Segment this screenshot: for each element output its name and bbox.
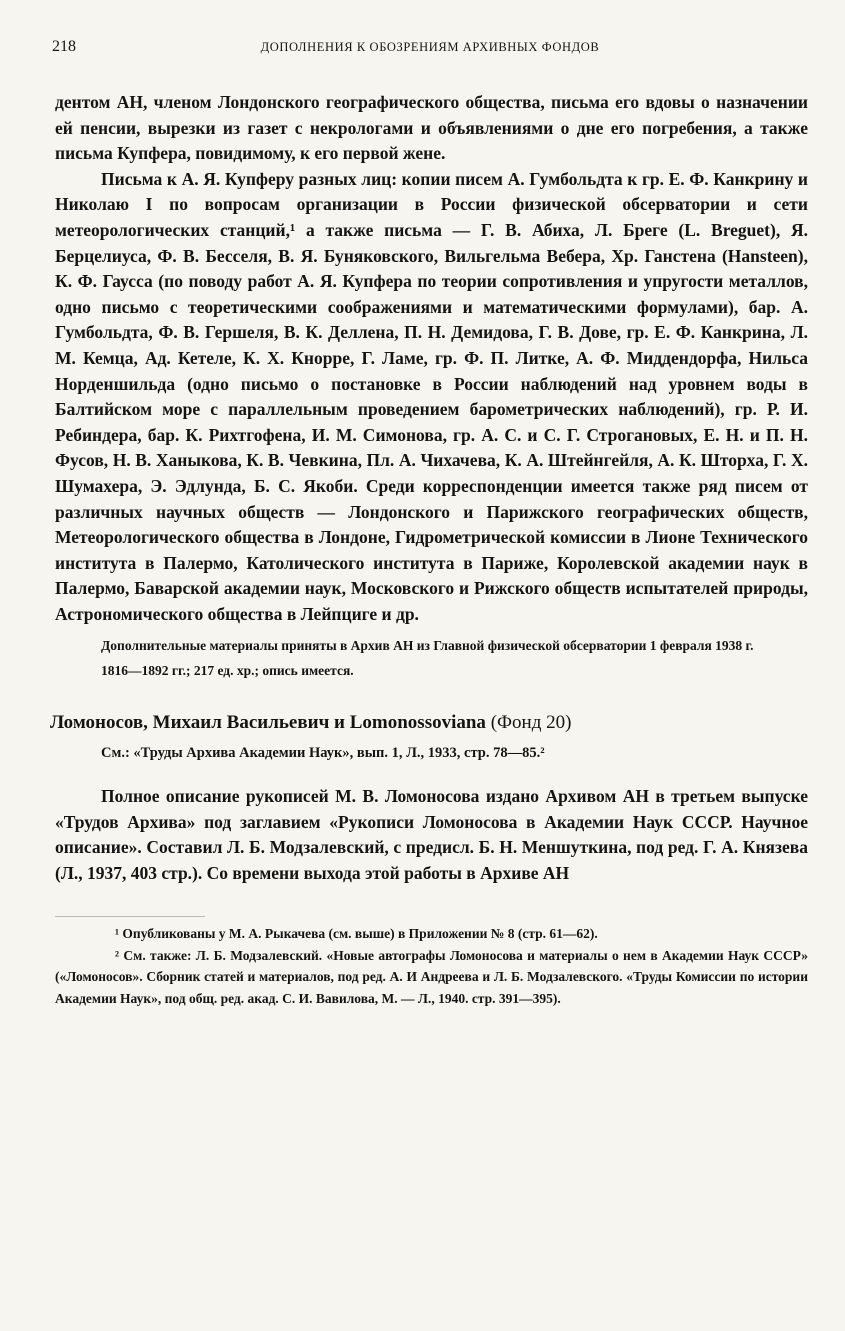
note-dates-units: 1816—1892 гг.; 217 ед. хр.; опись имеется. (101, 663, 354, 679)
paragraph-correspondence: Письма к А. Я. Купферу разных лиц: копии писем А. Гумбольдта к гр. Е. Ф. Канкрину и Николаю I по вопросам организации в России физической обсерватории и сети метеорологических станций,¹ а также письма — Г. В. Абиха, Л. Бреге (L. Breguet), Я. Берцелиуса, Ф. В. Бесселя, В. Я. Буняковского, Вильгельма Вебера, Хр. Ганстена (Hansteen), К. Ф. Гаусса (по поводу работ А. Я. Купфера по теории сопротивления и упругости металлов, одно письмо с теоретическими соображениями и математическими формулами), бар. А. Гумбольдта, Ф. В. Гершеля, В. К. Деллена, П. Н. Демидова, Г. В. Дове, гр. Е. Ф. Канкрина, Л. М. Кемца, Ад. Кетеле, К. Х. Кнорре, Г. Ламе, гр. Ф. П. Литке, А. Ф. Миддендорфа, Нильса Норденшильда (одно письмо о постановке в России наблюдений над уровнем воды в Балтийском море с параллельным проведением барометрических наблюдений), гр. Р. И. Ребиндера, бар. К. Рихтгофена, И. М. Симонова, гр. А. С. и С. Г. Строгановых, Е. Н. и П. Н. Фусов, Н. В. Ханыкова, К. В. Чевкина, Пл. А. Чихачева, К. А. Штейнгейля, А. К. Шторха, Г. Х. Шумахера, Э. Эдлунда, Б. С. Якоби. Среди корреспонденции имеется также ряд писем от различных научных обществ — Лондонского и Парижского географических обществ, Метеорологического общества в Лондоне, Гидрометрической комиссии в Лионе Технического института в Палермо, Католического института в Париже, Королевской академии наук в Палермо, Баварской академии наук, Московского и Рижского обществ испытателей природы, Астрономического общества в Лейпциге и др. (55, 168, 808, 624)
see-also-reference: См.: «Труды Архива Академии Наук», вып. 1, Л., 1933, стр. 78—85.² (101, 745, 545, 762)
running-title: ДОПОЛНЕНИЯ К ОБОЗРЕНИЯМ АРХИВНЫХ ФОНДОВ (260, 40, 600, 54)
main-text (50, 90, 808, 1009)
footnote-2: ² См. также: Л. Б. Модзалевский. «Новые автографы Ломоносова и материалы о нем в Академии Наук СССР» («Ломоносов». Сборник статей и материалов, под ред. А. И Андреева и Л. Б. Модзалевского. «Труды Комиссии по истории Академии Наук», под общ. ред. акад. С. И. Вавилова, М. — Л., 1940. стр. 391—395). (55, 947, 808, 1006)
footnote-1: ¹ Опубликованы у М. А. Рыкачева (см. выше) в Приложении № 8 (стр. 61—62). (115, 926, 598, 942)
page-number: 218 (52, 38, 76, 55)
fund-description: Полное описание рукописей М. В. Ломоносова издано Архивом АН в третьем выпуске «Трудов Архива» под заглавием «Рукописи Ломоносова в Академии Наук СССР. Научное описание». Составил Л. Б. Модзалевский, с предисл. Б. Н. Меншуткина, под ред. Г. А. Князева (Л., 1937, 403 стр.). Со времени выхода этой работы в Архиве АН (55, 785, 808, 883)
paragraph-continuation: дентом АН, членом Лондонского географического общества, письма его вдовы о назначении ей пенсии, вырезки из газет с некрологами и объявлениями о дне его погребения, а также письма Купфера, повидимому, к его первой жене. (55, 92, 808, 164)
note-additional-materials: Дополнительные материалы приняты в Архив АН из Главной физической обсерватории 1 февраля 1938 г. (101, 638, 754, 654)
fund-number: (Фонд 20) (490, 712, 572, 734)
fund-name: Ломоносов, Михаил Васильевич и Lomonossoviana (50, 712, 486, 734)
page-header (52, 38, 808, 60)
footnote-divider (55, 916, 205, 917)
fund-heading (50, 709, 808, 737)
